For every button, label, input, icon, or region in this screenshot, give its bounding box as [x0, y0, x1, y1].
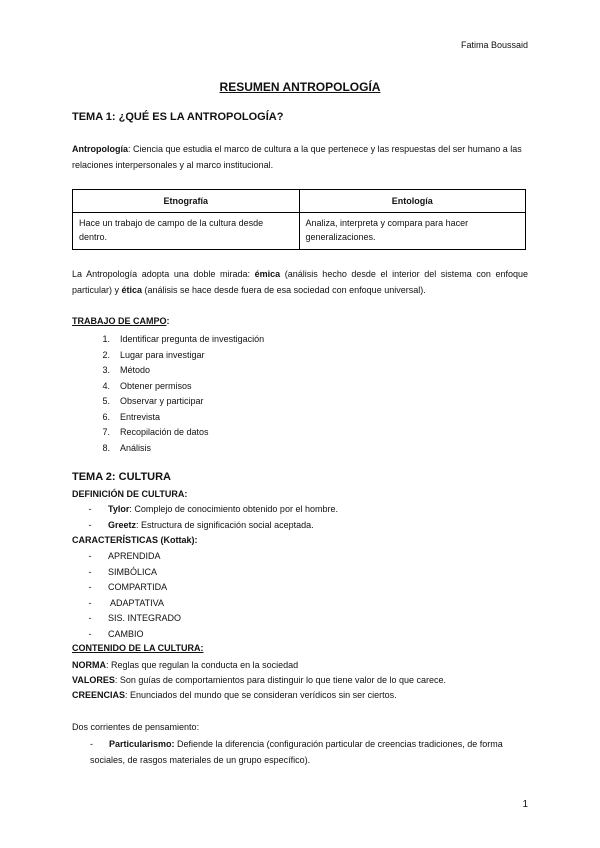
dash-bullet: -: [88, 628, 92, 639]
definiciones-list: [72, 502, 338, 533]
step-text: Lugar para investigar: [120, 349, 205, 360]
list-item: [72, 549, 181, 565]
contenido-text: : Son guías de comportamientos para distinguir lo que tiene valor de lo que carece.: [114, 675, 447, 685]
etnografia-entologia-table: [72, 189, 526, 250]
list-item: [72, 379, 264, 395]
dash-bullet: -: [88, 504, 92, 514]
corrientes-intro: Dos corrientes de pensamiento:: [72, 722, 200, 732]
step-number: 4.: [102, 380, 110, 391]
table-header-entologia: Entología: [299, 190, 526, 213]
contenido-creencias: [72, 688, 397, 703]
caracteristicas-list: [72, 549, 181, 642]
contenido-term: VALORES: [72, 675, 115, 685]
list-item: [72, 518, 338, 534]
tema1-heading: TEMA 1: ¿QUÉ ES LA ANTROPOLOGÍA?: [72, 111, 284, 123]
particularismo-text: Defiende la diferencia (configuración particular de creencias tradiciones, de forma sociales, de rasgos materiales de un grupo específico).: [90, 739, 503, 765]
caracteristica-text: APRENDIDA: [108, 551, 161, 561]
trabajo-campo-title: TRABAJO DE CAMPO: [72, 316, 167, 326]
step-text: Método: [120, 365, 151, 375]
caracteristica-text: SIMBÓLICA: [108, 566, 158, 577]
list-item: [72, 580, 181, 596]
tema2-heading: TEMA 2: CULTURA: [72, 471, 171, 483]
mirada-emica: émica: [254, 269, 281, 279]
mirada-text-2: (análisis hecho desde el interior del sistema con enfoque particular) y: [72, 269, 528, 295]
definicion-term: Tylor: [108, 504, 130, 514]
mirada-etica: ética: [121, 285, 143, 295]
dash-bullet: -: [88, 582, 92, 592]
table-header-etnografia: Etnografía: [73, 190, 300, 213]
caracteristica-text: SIS. INTEGRADO: [108, 613, 182, 623]
list-item: [72, 363, 264, 379]
step-text: Obtener permisos: [120, 380, 192, 391]
list-item: [72, 502, 338, 518]
mirada-text-3: (análisis se hace desde fuera de esa sociedad con enfoque universal).: [142, 285, 426, 295]
list-item: [72, 410, 264, 426]
list-item: [72, 441, 264, 457]
dash-bullet: -: [88, 613, 92, 623]
caracteristica-text: CAMBIO: [108, 628, 144, 639]
dash-bullet: -: [88, 597, 92, 608]
table-cell-entologia: Analiza, interpreta y compara para hacer generalizaciones.: [299, 213, 526, 250]
dash-bullet: -: [88, 519, 92, 530]
contenido-text: : Reglas que regulan la conducta en la sociedad: [106, 660, 299, 670]
page-number: 1: [522, 799, 528, 810]
definicion-text: : Estructura de significación social aceptada.: [136, 519, 314, 530]
doble-mirada-paragraph: [72, 266, 528, 298]
caracteristica-text: COMPARTIDA: [108, 582, 168, 592]
list-item: [72, 348, 264, 364]
step-number: 5.: [102, 396, 110, 406]
particularismo-term: Particularismo:: [109, 739, 175, 749]
list-item: [72, 394, 264, 410]
dash-bullet: -: [88, 566, 92, 577]
table-row: [73, 213, 526, 250]
step-number: 1.: [102, 334, 110, 344]
antropologia-def-text: : Ciencia que estudia el marco de cultura a la que pertenece y las respuestas del ser humano a las relaciones interpersonales y al marco institucional.: [72, 144, 522, 170]
definicion-heading: DEFINICIÓN DE CULTURA:: [72, 489, 188, 499]
list-item: [72, 596, 181, 612]
dash-bullet: -: [90, 739, 93, 749]
antropologia-definition: [72, 141, 528, 173]
mirada-text-1: La Antropología adopta una doble mirada:: [72, 269, 255, 279]
contenido-term: CREENCIAS: [72, 690, 126, 700]
contenido-heading: CONTENIDO DE LA CULTURA:: [72, 643, 204, 653]
step-number: 6.: [102, 411, 110, 422]
trabajo-campo-steps: [72, 332, 264, 456]
step-number: 3.: [102, 365, 110, 375]
contenido-norma: [72, 658, 298, 673]
definicion-text: : Complejo de conocimiento obtenido por el hombre.: [129, 504, 338, 514]
step-text: Entrevista: [120, 411, 161, 422]
contenido-term: NORMA: [72, 660, 106, 670]
step-text: Análisis: [120, 442, 152, 453]
list-item: [72, 565, 181, 581]
list-item: [72, 611, 181, 627]
document-title: RESUMEN ANTROPOLOGÍA: [219, 80, 381, 94]
caracteristica-text: ADAPTATIVA: [108, 597, 165, 608]
list-item: [72, 332, 264, 348]
trabajo-campo-heading: [72, 316, 170, 326]
step-number: 2.: [102, 349, 110, 360]
step-text: Observar y participar: [120, 396, 204, 406]
definicion-term: Greetz: [108, 519, 137, 530]
contenido-text: : Enunciados del mundo que se consideran verídicos sin ser ciertos.: [125, 690, 397, 700]
table-header-row: [73, 190, 526, 213]
list-item: [72, 425, 264, 441]
caracteristicas-heading: CARACTERÍSTICAS (Kottak):: [72, 535, 198, 545]
contenido-valores: [72, 673, 446, 688]
step-text: Recopilación de datos: [120, 427, 209, 437]
particularismo-item: [90, 736, 526, 768]
trabajo-campo-colon: :: [166, 316, 170, 326]
step-number: 8.: [102, 442, 110, 453]
dash-bullet: -: [88, 551, 92, 561]
header-author: Fatima Boussaid: [460, 40, 528, 50]
step-number: 7.: [102, 427, 110, 437]
antropologia-term: Antropología: [72, 144, 128, 154]
table-cell-etnografia: Hace un trabajo de campo de la cultura desde dentro.: [73, 213, 300, 250]
step-text: Identificar pregunta de investigación: [120, 334, 265, 344]
list-item: [72, 627, 181, 643]
